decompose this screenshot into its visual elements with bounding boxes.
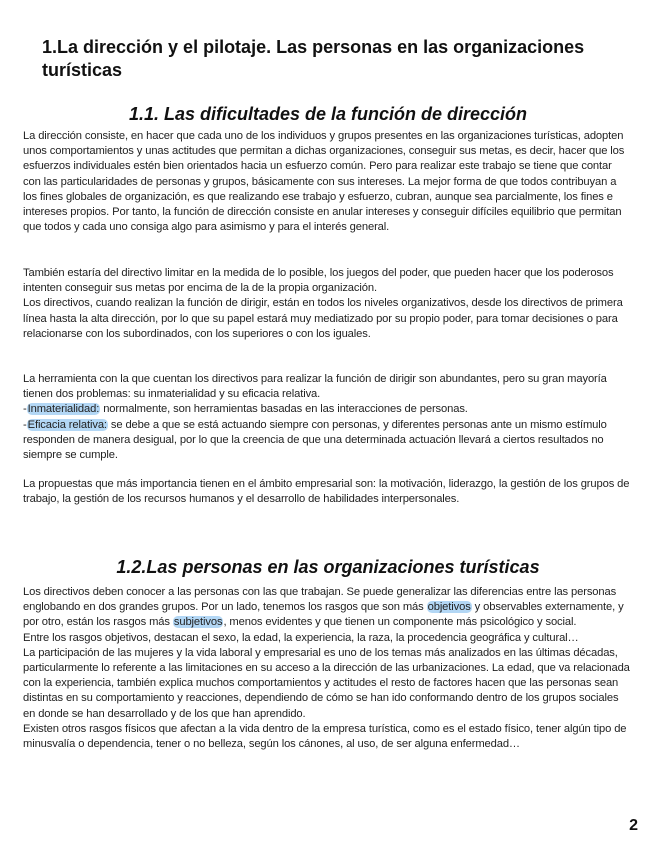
page-number: 2 (629, 817, 638, 834)
highlighted-word-subjetivos: subjetivos (173, 616, 223, 629)
list-item-eficacia (23, 418, 631, 464)
section-1-2-body (23, 585, 631, 752)
list-item-text: se debe a que se está actuando siempre con personas, y diferentes personas ante un mismo estímulo responden de manera desigual, por lo que la creencia de que una determinada actuación llevará a ciertos resultados no siempre se cumple. (23, 418, 607, 462)
paragraph-herramientas (23, 372, 631, 463)
paragraph-text: La dirección consiste, en hacer que cada uno de los individuos y grupos presentes en las organizaciones turísticas, adopten unos comportamientos y unas actitudes que permitan a dichas organizaciones, conseguir sus metas, es decir, hacer que los esfuerzos individuales estén bien orientados hacia un esfuerzo común. Pero para realizar este trabajo se tiene que contar con las particularidades de personas y grupos, básicamente con sus intereses. La mejor forma de que todos contribuyan a los fines globales de organización, es que realizando ese trabajo y esfuerzo, cubran, aunque sea parcialmente, los fines e intereses propios. Por tanto, la función de dirección consiste en anular intereses y conseguir difíciles equilibrio que permitan que todos y cada uno consiga algo para asimismo y para el interés general. (23, 130, 625, 234)
main-title: 1.La dirección y el pilotaje. Las personas en las organizaciones turísticas (42, 37, 585, 80)
paragraph-rasgos (23, 585, 631, 631)
paragraph-direccion (23, 129, 631, 235)
highlighted-term: Eficacia relativa: (27, 418, 107, 431)
highlighted-term: Inmaterialidad: (27, 403, 100, 416)
list-dash: - (23, 418, 27, 431)
paragraph-mujeres: La participación de las mujeres y la vida laboral y empresarial es uno de los temas más analizados en las últimas décadas, particularmente lo referente a las limitaciones en su acceso a la dirección de las urbanizaciones. La edad, que va relacionada con la experiencia, también explica muchos comportamientos y actitudes el resto de factores hacen que las personas sean distintas en su comportamiento y reacciones, dependiendo de cómo se han ido conformando dentro de los grupos sociales en donde se han desarrollado y de los que han aprendido. (23, 646, 630, 720)
list-dash: - (23, 403, 27, 416)
paragraph-propuestas (23, 477, 631, 507)
paragraph-text: y observables externamente, y por otro, están los rasgos más (23, 601, 624, 629)
paragraph-rasgos-objetivos: Entre los rasgos objetivos, destacan el sexo, la edad, la experiencia, la raza, la procedencia geográfica y cultural… (23, 631, 579, 644)
paragraph-text: También estaría del directivo limitar en la medida de lo posible, los juegos del poder, que pueden hacer que los poderosos intenten conseguir sus metas por encima de la de la propia organización. (23, 267, 614, 295)
list-item-text: normalmente, son herramientas basadas en las interacciones de personas. (100, 403, 468, 416)
section-title-1-1: 1.1. Las dificultades de la función de dirección (128, 104, 528, 124)
paragraph-poder (23, 266, 631, 342)
list-item-inmaterialidad (23, 402, 631, 417)
paragraph-text: La propuestas que más importancia tienen en el ámbito empresarial son: la motivación, liderazgo, la gestión de los grupos de trabajo, la gestión de los recursos humanos y el desarrollo de habilidades interpersonales. (23, 478, 630, 506)
paragraph-text: , menos evidentes y que tienen un componente más psicológico y social. (223, 616, 577, 629)
paragraph-text: Los directivos, cuando realizan la función de dirigir, están en todos los niveles organizativos, desde los directivos de primera línea hasta la alta dirección, por lo que su papel estará muy mediatizado por su propio poder, para tomar decisiones o para relacionarse con los subordinados, con los superiores o con los iguales. (23, 297, 623, 340)
section-title-1-2: 1.2.Las personas en las organizaciones turísticas (116, 557, 540, 577)
paragraph-rasgos-fisicos: Existen otros rasgos físicos que afectan a la vida dentro de la empresa turística, como es el estado físico, tener algún tipo de minusvalía o dependencia, tener o no belleza, según los cánones, al uso, de ser alguna enfermedad… (23, 722, 627, 751)
paragraph-text: Los directivos deben conocer a las personas con las que trabajan. Se puede generalizar las diferencias entre las personas englobando en dos grandes grupos. Por un lado, tenemos los rasgos que son más (23, 586, 617, 614)
paragraph-text: La herramienta con la que cuentan los directivos para realizar la función de dirigir son abundantes, pero su gran mayoría tienen dos problemas: su inmaterialidad y su eficacia relativa. (23, 373, 607, 401)
highlighted-word-objetivos: objetivos (427, 601, 471, 614)
